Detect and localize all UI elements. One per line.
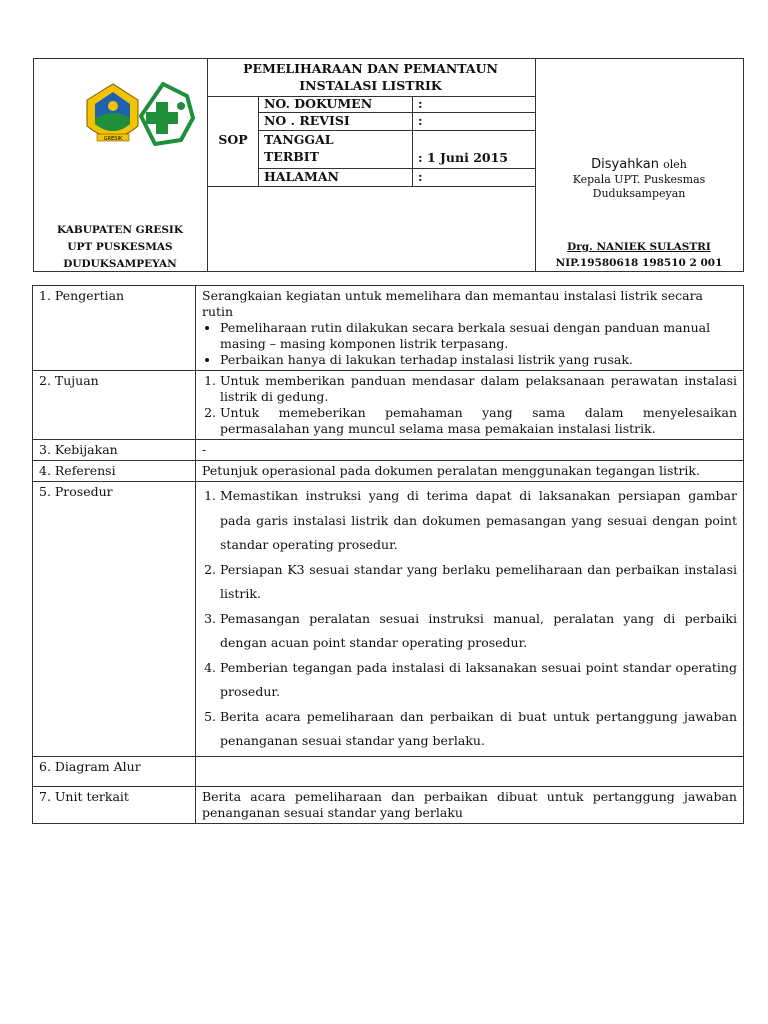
table-row [33,286,744,371]
table-row [33,440,744,461]
section-content-tujuan [196,371,744,440]
approval-line-2: Kepala UPT. Puskesmas [572,173,706,186]
list-item: • Perbaikan hanya di lakukan terhadap instalasi listrik yang rusak. [220,352,737,368]
list-item: • Pemeliharaan rutin dilakukan secara berkala sesuai dengan panduan manual masing – masing komponen listrik terpasang. [220,320,737,352]
org-line-2: UPT PUSKESMAS [67,241,173,253]
section-label-tujuan: 2. Tujuan [33,371,196,440]
pengertian-intro: Serangkaian kegiatan untuk memelihara dan memantau instalasi listrik secara rutin [202,288,703,319]
table-row [33,482,744,757]
section-content-kebijakan: - [196,440,744,461]
meta-label-halaman: HALAMAN [264,169,339,184]
meta-label-no-revisi: NO . REVISI [264,113,350,128]
table-row [33,756,744,786]
section-label-pengertian: 1. Pengertian [33,286,196,371]
approval-line-3: Duduksampeyan [592,187,686,200]
section-label-prosedur: 5. Prosedur [33,482,196,757]
section-content-referensi: Petunjuk operasional pada dokumen peralatan menggunakan tegangan listrik. [196,461,744,482]
approval-oleh: oleh [663,158,687,171]
section-label-diagram: 6. Diagram Alur [33,756,196,786]
logo-text: GRESIK [103,136,123,142]
meta-label-terbit: TERBIT [264,149,319,164]
approval-word: Disyahkan [591,157,659,172]
list-item: 2. Untuk memeberikan pemahaman yang sama dalam menyelesaikan permasalahan yang muncul selama masa pemakaian instalasi listrik. [220,405,737,437]
meta-value-no-dokumen: : [418,96,423,111]
list-item: 3. Pemasangan peralatan sesuai instruksi manual, peralatan yang di perbaiki dengan acuan point standar operating prosedur. [220,607,737,656]
signer-nip: NIP.19580618 198510 2 001 [555,257,723,269]
section-content-diagram [196,756,744,786]
meta-value-tanggal-terbit: : 1 Juni 2015 [418,150,508,165]
title-line-2: INSTALASI LISTRIK [299,78,442,93]
org-line-1: KABUPATEN GRESIK [57,224,183,236]
table-row [33,461,744,482]
list-item: 1. Memastikan instruksi yang di terima dapat di laksanakan persiapan gambar pada garis instalasi listrik dan dokumen pemasangan yang sesuai dengan point standar operating prosedur. [220,484,737,558]
document-title [207,60,534,94]
list-item: 1. Untuk memberikan panduan mendasar dalam pelaksanaan perawatan instalasi listrik di gedung. [220,373,737,405]
meta-label-no-dokumen: NO. DOKUMEN [264,96,373,111]
puskesmas-logo [83,78,198,153]
organization-name [34,222,206,273]
title-line-1: PEMELIHARAAN DAN PEMANTAUN [243,61,498,76]
meta-value-no-revisi: : [418,113,423,128]
section-content-unit: Berita acara pemeliharaan dan perbaikan dibuat untuk pertanggung jawaban penanganan sesuai standar yang berlaku [196,786,744,823]
approval-block [535,156,743,201]
org-line-3: DUDUKSAMPEYAN [63,258,177,270]
meta-value-halaman: : [418,169,423,184]
list-item: 4. Pemberian tegangan pada instalasi di laksanakan sesuai point standar operating prosedur. [220,656,737,705]
table-row [33,786,744,823]
section-label-unit: 7. Unit terkait [33,786,196,823]
sop-content-table [32,285,744,824]
section-content-pengertian [196,286,744,371]
meta-label-tanggal: TANGGAL [264,132,334,147]
section-label-referensi: 4. Referensi [33,461,196,482]
sop-label: SOP [218,132,248,147]
table-row [33,371,744,440]
section-label-kebijakan: 3. Kebijakan [33,440,196,461]
list-item: 5. Berita acara pemeliharaan dan perbaikan di buat untuk pertanggung jawaban penanganan sesuai standar yang berlaku. [220,705,737,754]
signer-name: Drg. NANIEK SULASTRI [567,241,711,253]
section-content-prosedur [196,482,744,757]
list-item: 2. Persiapan K3 sesuai standar yang berlaku pemeliharaan dan perbaikan instalasi listrik. [220,558,737,607]
